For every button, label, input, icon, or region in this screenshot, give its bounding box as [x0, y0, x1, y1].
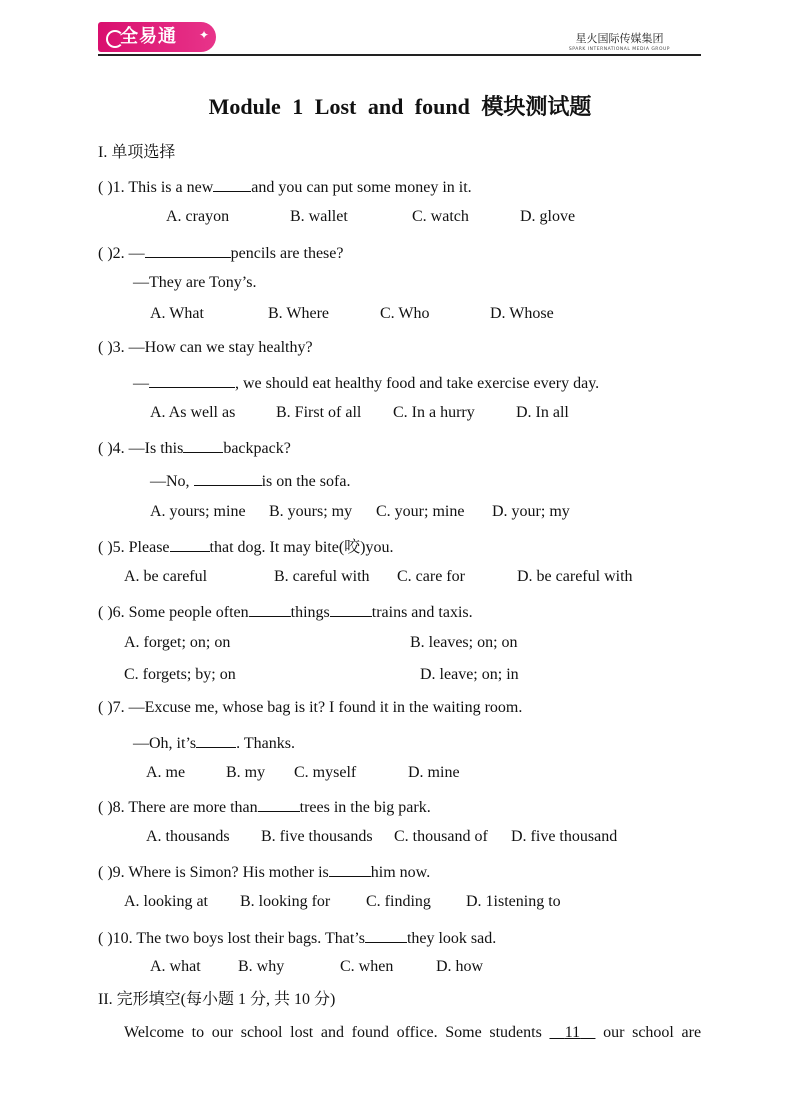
- q5-option-d: D. be careful with: [517, 568, 633, 585]
- q5-stem-end: that dog. It may bite(咬)you.: [209, 539, 394, 556]
- q2-stem-end: pencils are these?: [230, 245, 344, 262]
- q8-blank: [258, 795, 300, 812]
- q4-stem: ( )4. —Is this: [98, 440, 184, 457]
- q7-option-b: B. my: [226, 764, 266, 781]
- q1-option-a: A. crayon: [166, 208, 230, 225]
- swirl-icon: [106, 30, 124, 48]
- section1-heading: I. 单项选择: [98, 144, 176, 161]
- q8-option-d: D. five thousand: [511, 828, 618, 845]
- q10-option-b: B. why: [238, 958, 285, 975]
- section2-heading: II. 完形填空(每小题 1 分, 共 10 分): [98, 991, 336, 1008]
- q8-option-b: B. five thousands: [261, 828, 373, 845]
- q2-option-a: A. What: [150, 305, 204, 322]
- q8-option-c: C. thousand of: [394, 828, 488, 845]
- logo-text: 全易通: [120, 26, 177, 47]
- q6-option-a: A. forget; on; on: [124, 634, 231, 651]
- question-6: [98, 600, 473, 623]
- q1-stem: ( )1. This is a new: [98, 179, 214, 196]
- q4-response: [150, 469, 350, 492]
- q6-option-c: C. forgets; by; on: [124, 666, 236, 683]
- publisher-brand: [569, 30, 670, 52]
- q5-option-a: A. be careful: [124, 568, 208, 585]
- q1-option-b: B. wallet: [290, 208, 348, 225]
- page-title: Module 1 Lost and found 模块测试题: [208, 94, 592, 119]
- question-10: [98, 926, 496, 949]
- q5-blank: [170, 535, 210, 552]
- q6-blank-2: [330, 600, 372, 617]
- page-header: [0, 0, 800, 60]
- question-9: [98, 860, 430, 883]
- question-3: ( )3. —How can we stay healthy?: [98, 339, 313, 356]
- q1-option-c: C. watch: [412, 208, 469, 225]
- q5-option-c: C. care for: [397, 568, 465, 585]
- q8-option-a: A. thousands: [146, 828, 230, 845]
- q10-option-c: C. when: [340, 958, 394, 975]
- q3-option-a: A. As well as: [150, 404, 236, 421]
- q3-response-end: , we should eat healthy food and take exercise every day.: [235, 375, 600, 392]
- q7-option-a: A. me: [146, 764, 186, 781]
- q8-stem-end: trees in the big park.: [299, 799, 431, 816]
- q9-stem: ( )9. Where is Simon? His mother is: [98, 864, 329, 881]
- q7-response-start: —Oh, it’s: [133, 735, 197, 752]
- q6-blank-1: [249, 600, 291, 617]
- question-7: ( )7. —Excuse me, whose bag is it? I found it in the waiting room.: [98, 699, 523, 716]
- q7-blank: [196, 731, 236, 748]
- q6-option-d: D. leave; on; in: [420, 666, 519, 683]
- q10-option-a: A. what: [150, 958, 201, 975]
- header-divider: [98, 54, 701, 56]
- q4-response-start: —No,: [150, 473, 194, 490]
- q6-option-b: B. leaves; on; on: [410, 634, 518, 651]
- q9-option-d: D. 1istening to: [466, 893, 561, 910]
- q3-response: [133, 371, 599, 394]
- q3-blank: [149, 371, 235, 388]
- cloze-blank-11: [549, 1024, 595, 1041]
- question-4: [98, 436, 291, 459]
- q2-blank: [145, 241, 231, 258]
- question-8: [98, 795, 431, 818]
- q3-option-d: D. In all: [516, 404, 569, 421]
- q2-option-c: C. Who: [380, 305, 430, 322]
- cloze-number-11: 11: [564, 1024, 581, 1041]
- q7-response: [133, 731, 295, 754]
- q1-option-d: D. glove: [520, 208, 576, 225]
- q3-response-dash: —: [133, 375, 149, 392]
- star-icon: ✦: [198, 28, 210, 42]
- q10-option-d: D. how: [436, 958, 484, 975]
- q2-option-b: B. Where: [268, 305, 330, 322]
- q9-option-c: C. finding: [366, 893, 431, 910]
- q4-response-end: is on the sofa.: [261, 473, 351, 490]
- q9-blank: [329, 860, 371, 877]
- q9-stem-end: him now.: [370, 864, 431, 881]
- q2-option-d: D. Whose: [490, 305, 554, 322]
- q6-stem-mid: things: [290, 604, 330, 621]
- q2-stem: ( )2. —: [98, 245, 145, 262]
- q4-option-c: C. your; mine: [376, 503, 465, 520]
- q2-response: —They are Tony’s.: [133, 274, 257, 291]
- cloze-text-start: Welcome to our school lost and found office. Some students: [124, 1024, 542, 1041]
- q1-stem-end: and you can put some money in it.: [251, 179, 472, 196]
- q6-stem-end: trains and taxis.: [371, 604, 473, 621]
- q4-option-b: B. yours; my: [269, 503, 353, 520]
- q3-option-b: B. First of all: [276, 404, 362, 421]
- q4-option-d: D. your; my: [492, 503, 570, 520]
- q10-stem: ( )10. The two boys lost their bags. That’s: [98, 930, 365, 947]
- q9-option-a: A. looking at: [124, 893, 208, 910]
- q7-response-end: . Thanks.: [236, 735, 295, 752]
- q4-blank: [183, 436, 223, 453]
- cloze-paragraph: [124, 1023, 701, 1043]
- q9-option-b: B. looking for: [240, 893, 331, 910]
- q10-blank: [365, 926, 407, 943]
- q4-stem-end: backpack?: [223, 440, 291, 457]
- publisher-name-en: SPARK INTERNATIONAL MEDIA GROUP: [568, 47, 670, 52]
- q5-option-b: B. careful with: [274, 568, 370, 585]
- q3-option-c: C. In a hurry: [393, 404, 475, 421]
- publisher-name-cn: 星火国际传媒集团: [575, 32, 664, 45]
- q4-response-blank: [194, 469, 262, 486]
- q7-option-d: D. mine: [408, 764, 460, 781]
- q1-blank: [213, 175, 251, 192]
- q6-stem: ( )6. Some people often: [98, 604, 249, 621]
- q7-option-c: C. myself: [294, 764, 357, 781]
- question-2: [98, 241, 343, 264]
- question-5: [98, 535, 394, 558]
- question-1: [98, 175, 472, 198]
- brand-logo: [98, 22, 216, 52]
- q10-stem-end: they look sad.: [406, 930, 497, 947]
- q4-option-a: A. yours; mine: [150, 503, 246, 520]
- cloze-text-end: our school are: [603, 1024, 702, 1041]
- q8-stem: ( )8. There are more than: [98, 799, 258, 816]
- q5-stem: ( )5. Please: [98, 539, 170, 556]
